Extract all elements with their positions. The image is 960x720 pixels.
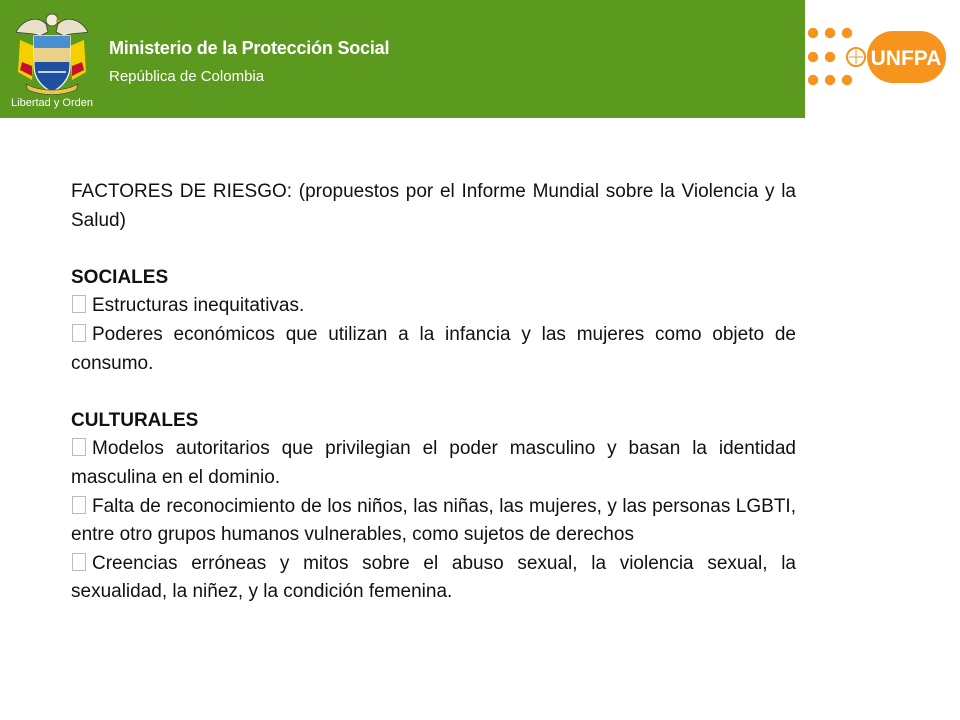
crest-caption: Libertad y Orden — [11, 97, 93, 109]
section-title-sociales: SOCIALES — [71, 266, 169, 288]
list-item: Modelos autoritarios que privilegian el poder masculino y basan la identidad masculina en el dominio. — [71, 438, 796, 488]
list-item: Poderes económicos que utilizan a la infancia y las mujeres como objeto de consumo. — [71, 323, 796, 374]
risk-factors-text — [71, 178, 796, 607]
bullet-icon — [72, 438, 86, 456]
list-item: Creencias erróneas y mitos sobre el abuso sexual, la violencia sexual, la sexualidad, la niñez, y la condición femenina. — [71, 552, 796, 603]
country-subtitle: República de Colombia — [109, 68, 265, 85]
unfpa-text: UNFPA — [870, 47, 942, 70]
unfpa-logo — [806, 20, 946, 90]
bullet-icon — [72, 496, 86, 514]
header-banner — [0, 0, 805, 118]
colombia-coat-of-arms-icon — [10, 6, 94, 114]
intro-paragraph: FACTORES DE RIESGO: (propuestos por el Informe Mundial sobre la Violencia y la Salud) — [71, 181, 796, 231]
list-item: Falta de reconocimiento de los niños, las niñas, las mujeres, y las personas LGBTI, entre otro grupos humanos vulnerables, como sujetos de derechos — [71, 495, 796, 546]
bullet-icon — [72, 295, 86, 313]
list-item: Estructuras inequitativas. — [71, 292, 796, 321]
bullet-icon — [72, 324, 86, 342]
ministry-title: Ministerio de la Protección Social — [109, 38, 390, 58]
section-title-culturales: CULTURALES — [71, 409, 199, 431]
bullet-icon — [72, 553, 86, 571]
